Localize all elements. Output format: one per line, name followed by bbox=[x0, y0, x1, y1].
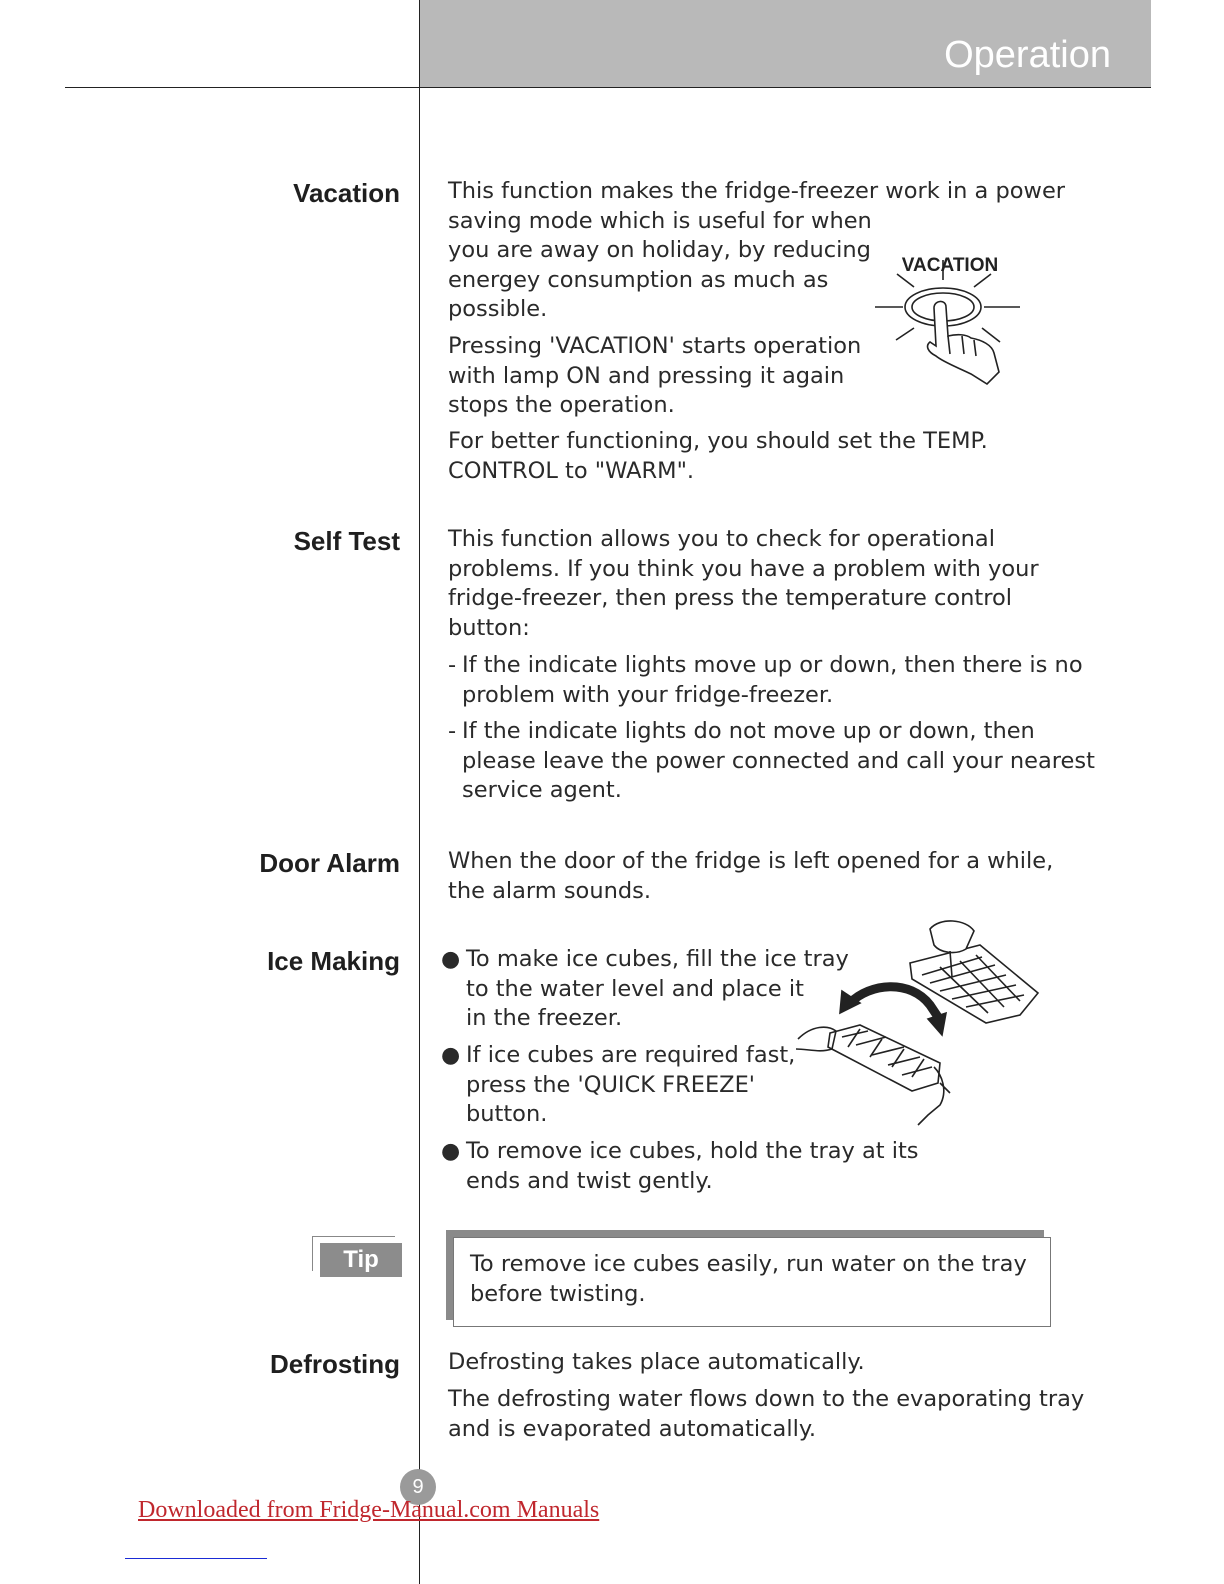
tip-badge: Tip bbox=[320, 1243, 402, 1277]
self-test-dash-2: - bbox=[448, 718, 457, 744]
ice-making-bullet-2: If ice cubes are required fast, press the 'QUICK FREEZE' button. bbox=[466, 1042, 796, 1127]
bullet-icon: ● bbox=[441, 947, 461, 972]
ice-tray-lower bbox=[828, 1025, 940, 1091]
self-test-dash-1: - bbox=[448, 652, 457, 678]
vacation-heading: Vacation bbox=[293, 178, 400, 208]
self-test-heading: Self Test bbox=[293, 526, 400, 556]
page-number: 9 bbox=[400, 1469, 436, 1505]
door-alarm-heading: Door Alarm bbox=[259, 848, 400, 878]
bullet-icon: ● bbox=[441, 1139, 461, 1164]
ice-making-bullet-3: To remove ice cubes, hold the tray at its ends and twist gently. bbox=[466, 1138, 919, 1194]
page-title: Operation bbox=[944, 34, 1111, 76]
header-band bbox=[420, 0, 1151, 87]
vacation-description: This function makes the fridge-freezer work in a power saving mode which is useful for when you are away on holiday, by reducing energey consumption as much as possible. bbox=[448, 178, 1066, 322]
column-divider bbox=[419, 0, 420, 1584]
vacation-figure-label: VACATION bbox=[901, 255, 999, 276]
self-test-case-call-agent: If the indicate lights do not move up or down, then please leave the power connected and call your nearest service agent. bbox=[462, 718, 1095, 803]
footer-link-underline bbox=[125, 1558, 267, 1559]
door-alarm-description: When the door of the fridge is left opened for a while, the alarm sounds. bbox=[448, 848, 1054, 904]
vacation-temp-note: For better functioning, you should set the TEMP. CONTROL to "WARM". bbox=[448, 428, 988, 484]
curved-arrow-icon bbox=[850, 987, 938, 1017]
water-pitcher-icon bbox=[930, 921, 974, 953]
defrosting-heading: Defrosting bbox=[270, 1349, 400, 1379]
download-source-link[interactable]: Downloaded from Fridge-Manual.com Manuals bbox=[138, 1497, 600, 1523]
header-divider bbox=[65, 87, 1151, 88]
vacation-operation-text: Pressing 'VACATION' starts operation with lamp ON and pressing it again stops the operation. bbox=[448, 333, 862, 418]
ice-making-heading: Ice Making bbox=[267, 946, 400, 976]
ice-making-bullet-1: To make ice cubes, fill the ice tray to the water level and place it in the freezer. bbox=[466, 946, 849, 1031]
ice-tray-illustration bbox=[790, 915, 1045, 1130]
defrosting-text-2: The defrosting water flows down to the evaporating tray and is evaporated automatically. bbox=[448, 1386, 1085, 1442]
vacation-button-illustration bbox=[870, 250, 1030, 395]
tip-text: To remove ice cubes easily, run water on the tray before twisting. bbox=[470, 1251, 1027, 1307]
bullet-icon: ● bbox=[441, 1043, 461, 1068]
self-test-case-no-problem: If the indicate lights move up or down, then there is no problem with your fridge-freezer. bbox=[462, 652, 1083, 708]
defrosting-text-1: Defrosting takes place automatically. bbox=[448, 1349, 865, 1375]
self-test-description: This function allows you to check for operational problems. If you think you have a problem with your fridge-freezer, then press the temperature control button: bbox=[448, 526, 1039, 641]
